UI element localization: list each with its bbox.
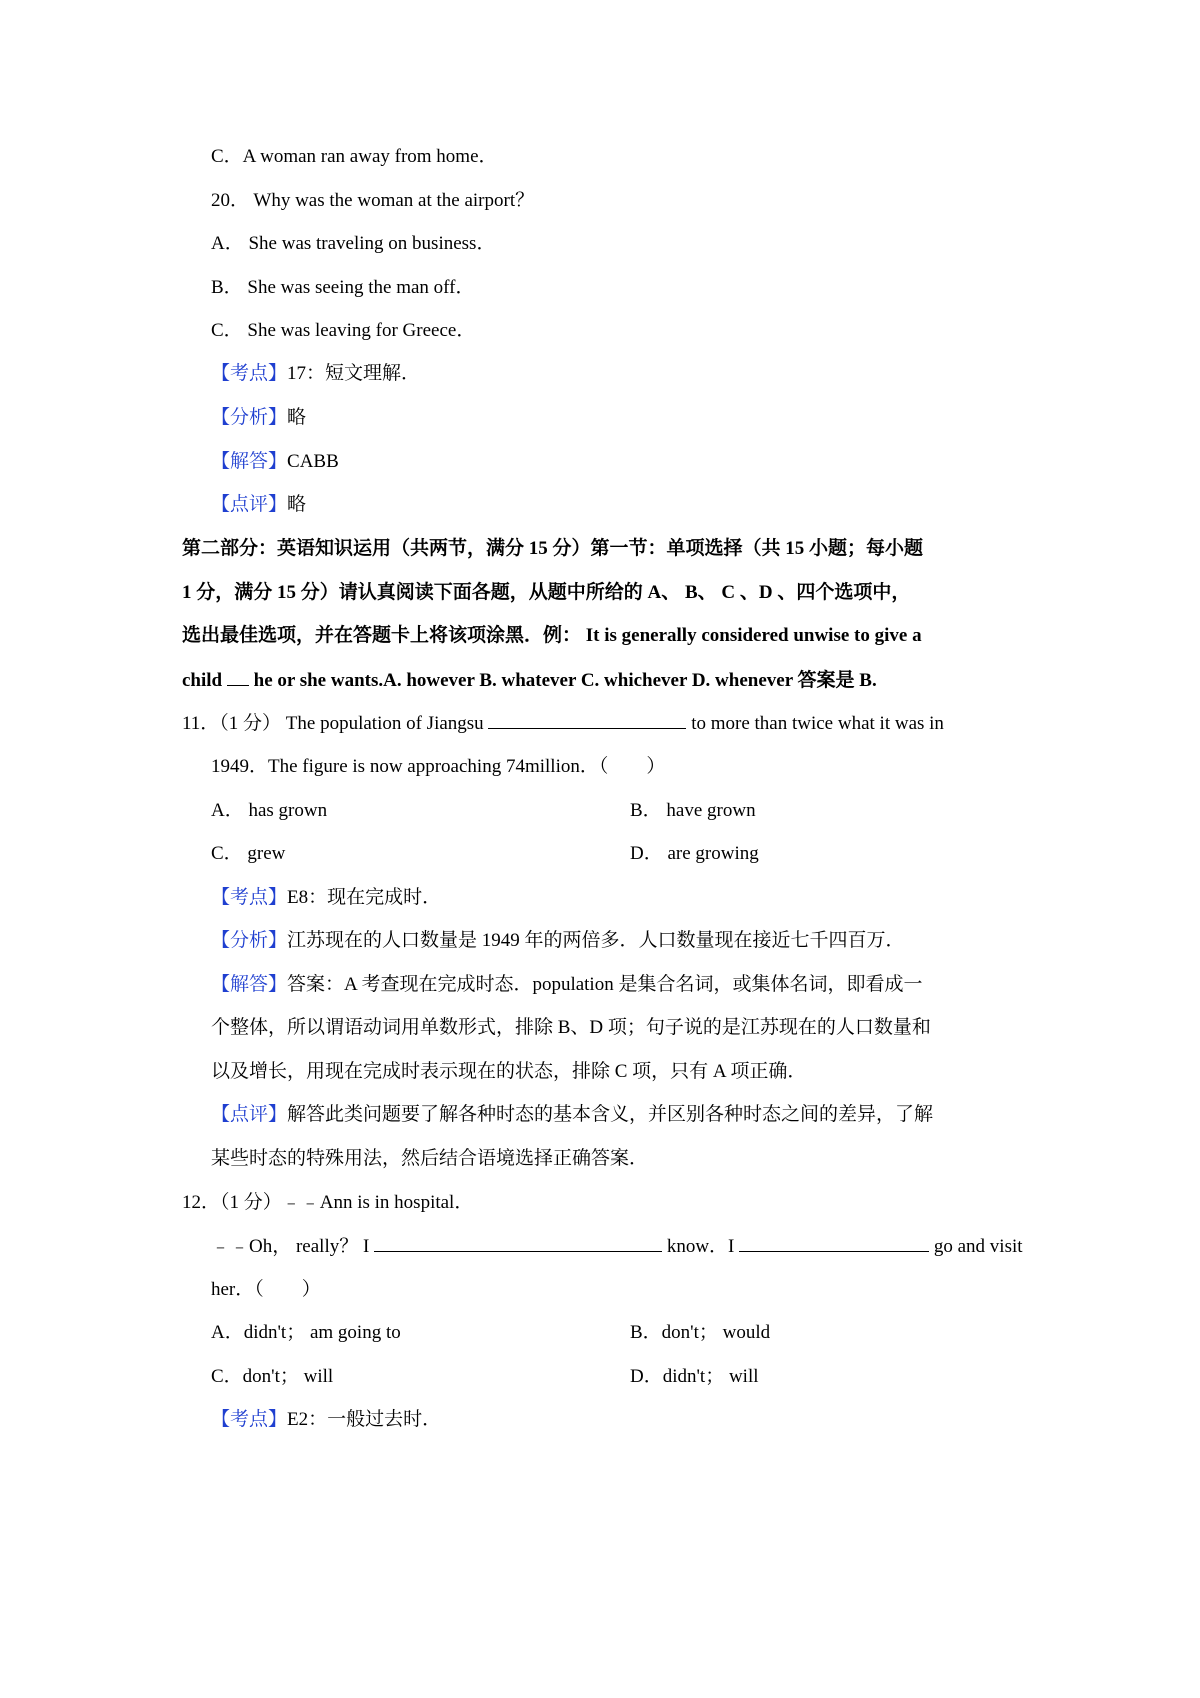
section2-line4 bbox=[182, 667, 877, 693]
q19-option-c: C．A woman ran away from home． bbox=[211, 146, 498, 167]
q11-option-a: A． has grown bbox=[211, 800, 328, 821]
kaodian-text: E8：现在完成时． bbox=[287, 887, 442, 908]
q12-blank-2 bbox=[739, 1233, 929, 1252]
section2-line1: 第二部分：英语知识运用（共两节，满分 15 分）第一节：单项选择（共 15 小题；每小题 bbox=[182, 538, 924, 559]
q12-option-a: A．didn't； am going to bbox=[211, 1322, 401, 1343]
fenxi-tag: 【分析】 bbox=[211, 930, 288, 951]
jieda-text: CABB bbox=[287, 451, 339, 472]
q12-line2 bbox=[211, 1233, 1023, 1259]
q11-answer-blank bbox=[488, 710, 686, 729]
fenxi-text: 略 bbox=[287, 407, 307, 428]
q12-blank-1 bbox=[374, 1233, 662, 1252]
block17-kaodian bbox=[211, 361, 420, 387]
dianping-text: 略 bbox=[287, 494, 307, 515]
q12-line2-c: go and visit bbox=[929, 1236, 1023, 1257]
q12-kaodian bbox=[211, 1407, 441, 1433]
q12-line2-a: ﹣﹣Oh， really？ I bbox=[211, 1236, 375, 1257]
q11-jieda-line3: 以及增长，用现在完成时表示现在的状态，排除 C 项，只有 A 项正确． bbox=[211, 1061, 807, 1082]
example-blank bbox=[227, 667, 249, 686]
block17-fenxi bbox=[211, 405, 306, 431]
q20-option-c: C． She was leaving for Greece． bbox=[211, 320, 476, 341]
kaodian-tag: 【考点】 bbox=[211, 363, 288, 384]
dianping-tag: 【点评】 bbox=[211, 1104, 288, 1125]
q12-line3: her．（ ） bbox=[211, 1279, 321, 1300]
jieda-text: 答案：A 考查现在完成时态．population 是集合名词，或集体名词，即看成一 bbox=[287, 974, 923, 995]
q11-stem-b: to more than twice what it was in bbox=[686, 713, 944, 734]
q20-option-a: A． She was traveling on business． bbox=[211, 233, 496, 254]
q12-option-b: B．don't； would bbox=[630, 1322, 771, 1343]
q11-stem-a: 11．（1 分） The population of Jiangsu bbox=[182, 713, 489, 734]
kaodian-text: E2：一般过去时． bbox=[287, 1409, 442, 1430]
q12-stem: 12．（1 分）﹣﹣Ann is in hospital． bbox=[182, 1192, 474, 1213]
q11-option-c: C． grew bbox=[211, 843, 286, 864]
block17-jieda bbox=[211, 449, 339, 475]
kaodian-tag: 【考点】 bbox=[211, 887, 288, 908]
q11-kaodian bbox=[211, 885, 441, 911]
section2-line3: 选出最佳选项，并在答题卡上将该项涂黑．例： It is generally considered unwise to give a bbox=[182, 625, 922, 646]
q12-option-d: D．didn't； will bbox=[630, 1366, 759, 1387]
q20-stem: 20． Why was the woman at the airport？ bbox=[211, 190, 535, 211]
section2-line4-b: he or she wants.A. however B. whatever C. whichever D. whenever 答案是 B. bbox=[248, 670, 877, 691]
q20-option-b: B． She was seeing the man off． bbox=[211, 277, 475, 298]
block17-dianping bbox=[211, 492, 306, 518]
q11-option-b: B． have grown bbox=[630, 800, 756, 821]
section2-line4-a: child bbox=[182, 670, 227, 691]
q11-dianping-line2: 某些时态的特殊用法，然后结合语境选择正确答案． bbox=[211, 1148, 649, 1169]
jieda-tag: 【解答】 bbox=[211, 451, 288, 472]
fenxi-text: 江苏现在的人口数量是 1949 年的两倍多．人口数量现在接近七千四百万． bbox=[287, 930, 905, 951]
jieda-tag: 【解答】 bbox=[211, 974, 288, 995]
q11-stem-line2: 1949．The figure is now approaching 74million．（ ） bbox=[211, 756, 666, 777]
kaodian-text: 17：短文理解． bbox=[287, 363, 421, 384]
kaodian-tag: 【考点】 bbox=[211, 1409, 288, 1430]
q11-stem-line1 bbox=[182, 710, 944, 736]
q11-jieda-line2: 个整体，所以谓语动词用单数形式，排除 B、D 项；句子说的是江苏现在的人口数量和 bbox=[211, 1017, 931, 1038]
q12-line2-b: know．I bbox=[662, 1236, 740, 1257]
q11-jieda-line1 bbox=[211, 972, 922, 998]
section2-line2: 1 分，满分 15 分）请认真阅读下面各题，从题中所给的 A、 B、 C 、D 、四个选项中， bbox=[182, 582, 911, 603]
dianping-text: 解答此类问题要了解各种时态的基本含义，并区别各种时态之间的差异，了解 bbox=[287, 1104, 934, 1125]
q11-fenxi bbox=[211, 928, 905, 954]
dianping-tag: 【点评】 bbox=[211, 494, 288, 515]
q11-dianping-line1 bbox=[211, 1102, 933, 1128]
fenxi-tag: 【分析】 bbox=[211, 407, 288, 428]
q11-option-d: D． are growing bbox=[630, 843, 759, 864]
q12-option-c: C．don't； will bbox=[211, 1366, 334, 1387]
